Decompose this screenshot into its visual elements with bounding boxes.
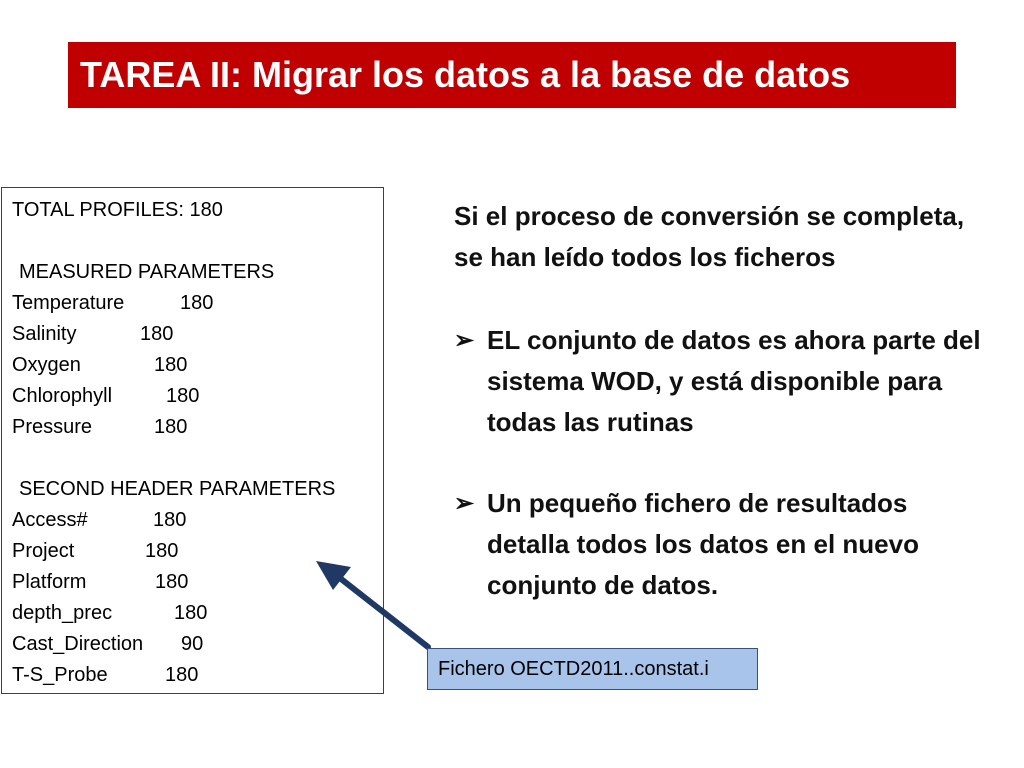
param-value: 180 xyxy=(166,385,200,407)
param-name: Platform xyxy=(12,571,87,593)
arrow-bullet-icon: ➢ xyxy=(454,490,475,517)
param-value: 180 xyxy=(165,664,199,686)
param-value: 180 xyxy=(174,602,208,624)
second-row-ts-probe xyxy=(12,662,383,693)
measured-row-temperature xyxy=(12,290,383,321)
bullet-item xyxy=(454,320,994,443)
arrow-bullet-icon: ➢ xyxy=(454,327,475,354)
measured-row-chlorophyll xyxy=(12,383,383,414)
param-value: 180 xyxy=(154,416,188,438)
param-name: Pressure xyxy=(12,416,93,438)
bullet-text: EL conjunto de datos es ahora parte del sistema WOD, y está disponible para todas las rutinas xyxy=(487,325,981,437)
param-name: Cast_Direction xyxy=(12,633,144,655)
param-value: 180 xyxy=(140,323,174,345)
second-row-cast-direction xyxy=(12,631,383,662)
param-value: 180 xyxy=(155,571,189,593)
second-header-parameters-header: SECOND HEADER PARAMETERS xyxy=(19,478,336,500)
param-value: 180 xyxy=(153,509,187,531)
param-value: 180 xyxy=(180,292,214,314)
param-name: Chlorophyll xyxy=(12,385,113,407)
total-profiles: TOTAL PROFILES: 180 xyxy=(12,199,223,221)
bullet-text: Un pequeño fichero de resultados detalla todos los datos en el nuevo conjunto de datos. xyxy=(487,488,919,600)
spacer xyxy=(12,228,383,259)
param-name: Temperature xyxy=(12,292,125,314)
bullet-item xyxy=(454,483,994,606)
file-callout: Fichero OECTD2011..constat.i xyxy=(427,648,758,690)
slide-title: TAREA II: Migrar los datos a la base de datos xyxy=(80,54,851,95)
param-name: depth_prec xyxy=(12,602,113,624)
profile-summary-box xyxy=(1,187,384,694)
param-value: 180 xyxy=(145,540,179,562)
param-name: Access# xyxy=(12,509,88,531)
second-row-project xyxy=(12,538,383,569)
second-row-depth-prec xyxy=(12,600,383,631)
param-value: 90 xyxy=(181,633,204,655)
title-bar xyxy=(68,42,956,108)
param-name: Project xyxy=(12,540,75,562)
measured-parameters-header: MEASURED PARAMETERS xyxy=(19,261,275,283)
second-row-access xyxy=(12,507,383,538)
second-row-platform xyxy=(12,569,383,600)
measured-row-oxygen xyxy=(12,352,383,383)
spacer xyxy=(12,445,383,476)
measured-row-pressure xyxy=(12,414,383,445)
measured-row-salinity xyxy=(12,321,383,352)
param-name: Oxygen xyxy=(12,354,81,376)
param-name: T-S_Probe xyxy=(12,664,108,686)
intro-paragraph: Si el proceso de conversión se completa, se han leído todos los ficheros xyxy=(454,201,965,272)
param-value: 180 xyxy=(154,354,188,376)
main-content xyxy=(454,196,994,646)
param-name: Salinity xyxy=(12,323,77,345)
